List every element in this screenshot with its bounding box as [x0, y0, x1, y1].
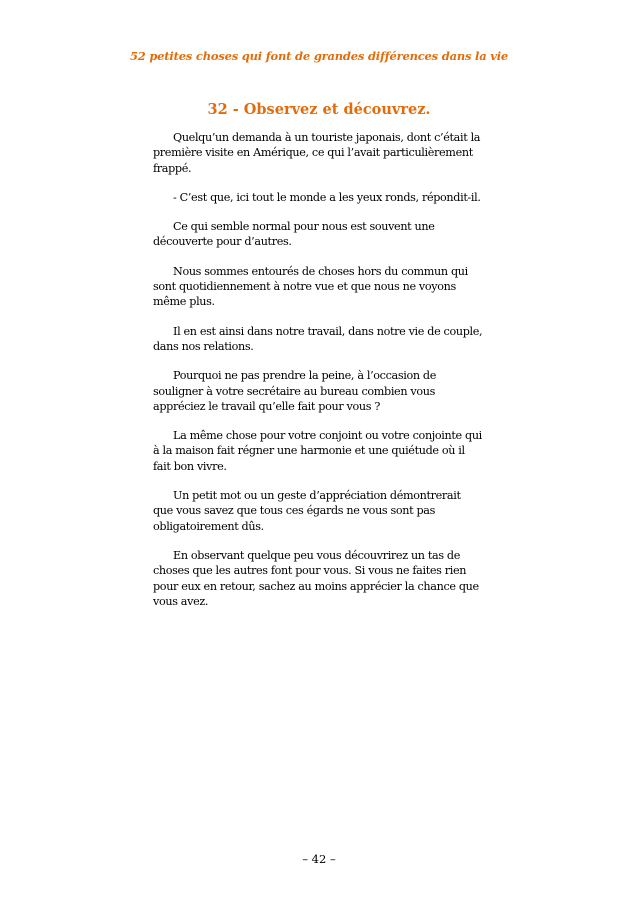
paragraph: Quelqu’un demanda à un touriste japonais, dont c’était la première visite en Amérique, ce qui l’avait particulièrement frappé.	[153, 131, 481, 175]
paragraph: - C’est que, ici tout le monde a les yeux ronds, répondit-il.	[173, 190, 481, 204]
paragraph: Il en est ainsi dans notre travail, dans notre vie de couple, dans nos relations.	[153, 324, 483, 353]
paragraph: En observant quelque peu vous découvrirez un tas de choses que les autres font pour vous. Si vous ne faites rien pour eux en retour, sachez au moins apprécier la chance que vous avez.	[153, 548, 479, 608]
paragraph: La même chose pour votre conjoint ou votre conjointe qui à la maison fait régner une harmonie et une quiétude où il fait bon vivre.	[153, 429, 482, 473]
paragraph: Un petit mot ou un geste d’appréciation démontrerait que vous savez que tous ces égards ne vous sont pas obligatoirement dûs.	[153, 489, 461, 533]
chapter-body	[153, 130, 483, 623]
paragraph: Pourquoi ne pas prendre la peine, à l’occasion de souligner à votre secrétaire au bureau combien vous appréciez le travail qu’elle fait pour vous ?	[153, 369, 436, 413]
chapter-title: 32 - Observez et découvrez.	[207, 101, 431, 118]
running-header: 52 petites choses qui font de grandes différences dans la vie	[129, 49, 509, 63]
page-number: – 42 –	[302, 852, 336, 866]
paragraph: Nous sommes entourés de choses hors du commun qui sont quotidiennement à notre vue et que nous ne voyons même plus.	[153, 264, 468, 309]
paragraph: Ce qui semble normal pour nous est souvent une découverte pour d’autres.	[153, 220, 435, 249]
